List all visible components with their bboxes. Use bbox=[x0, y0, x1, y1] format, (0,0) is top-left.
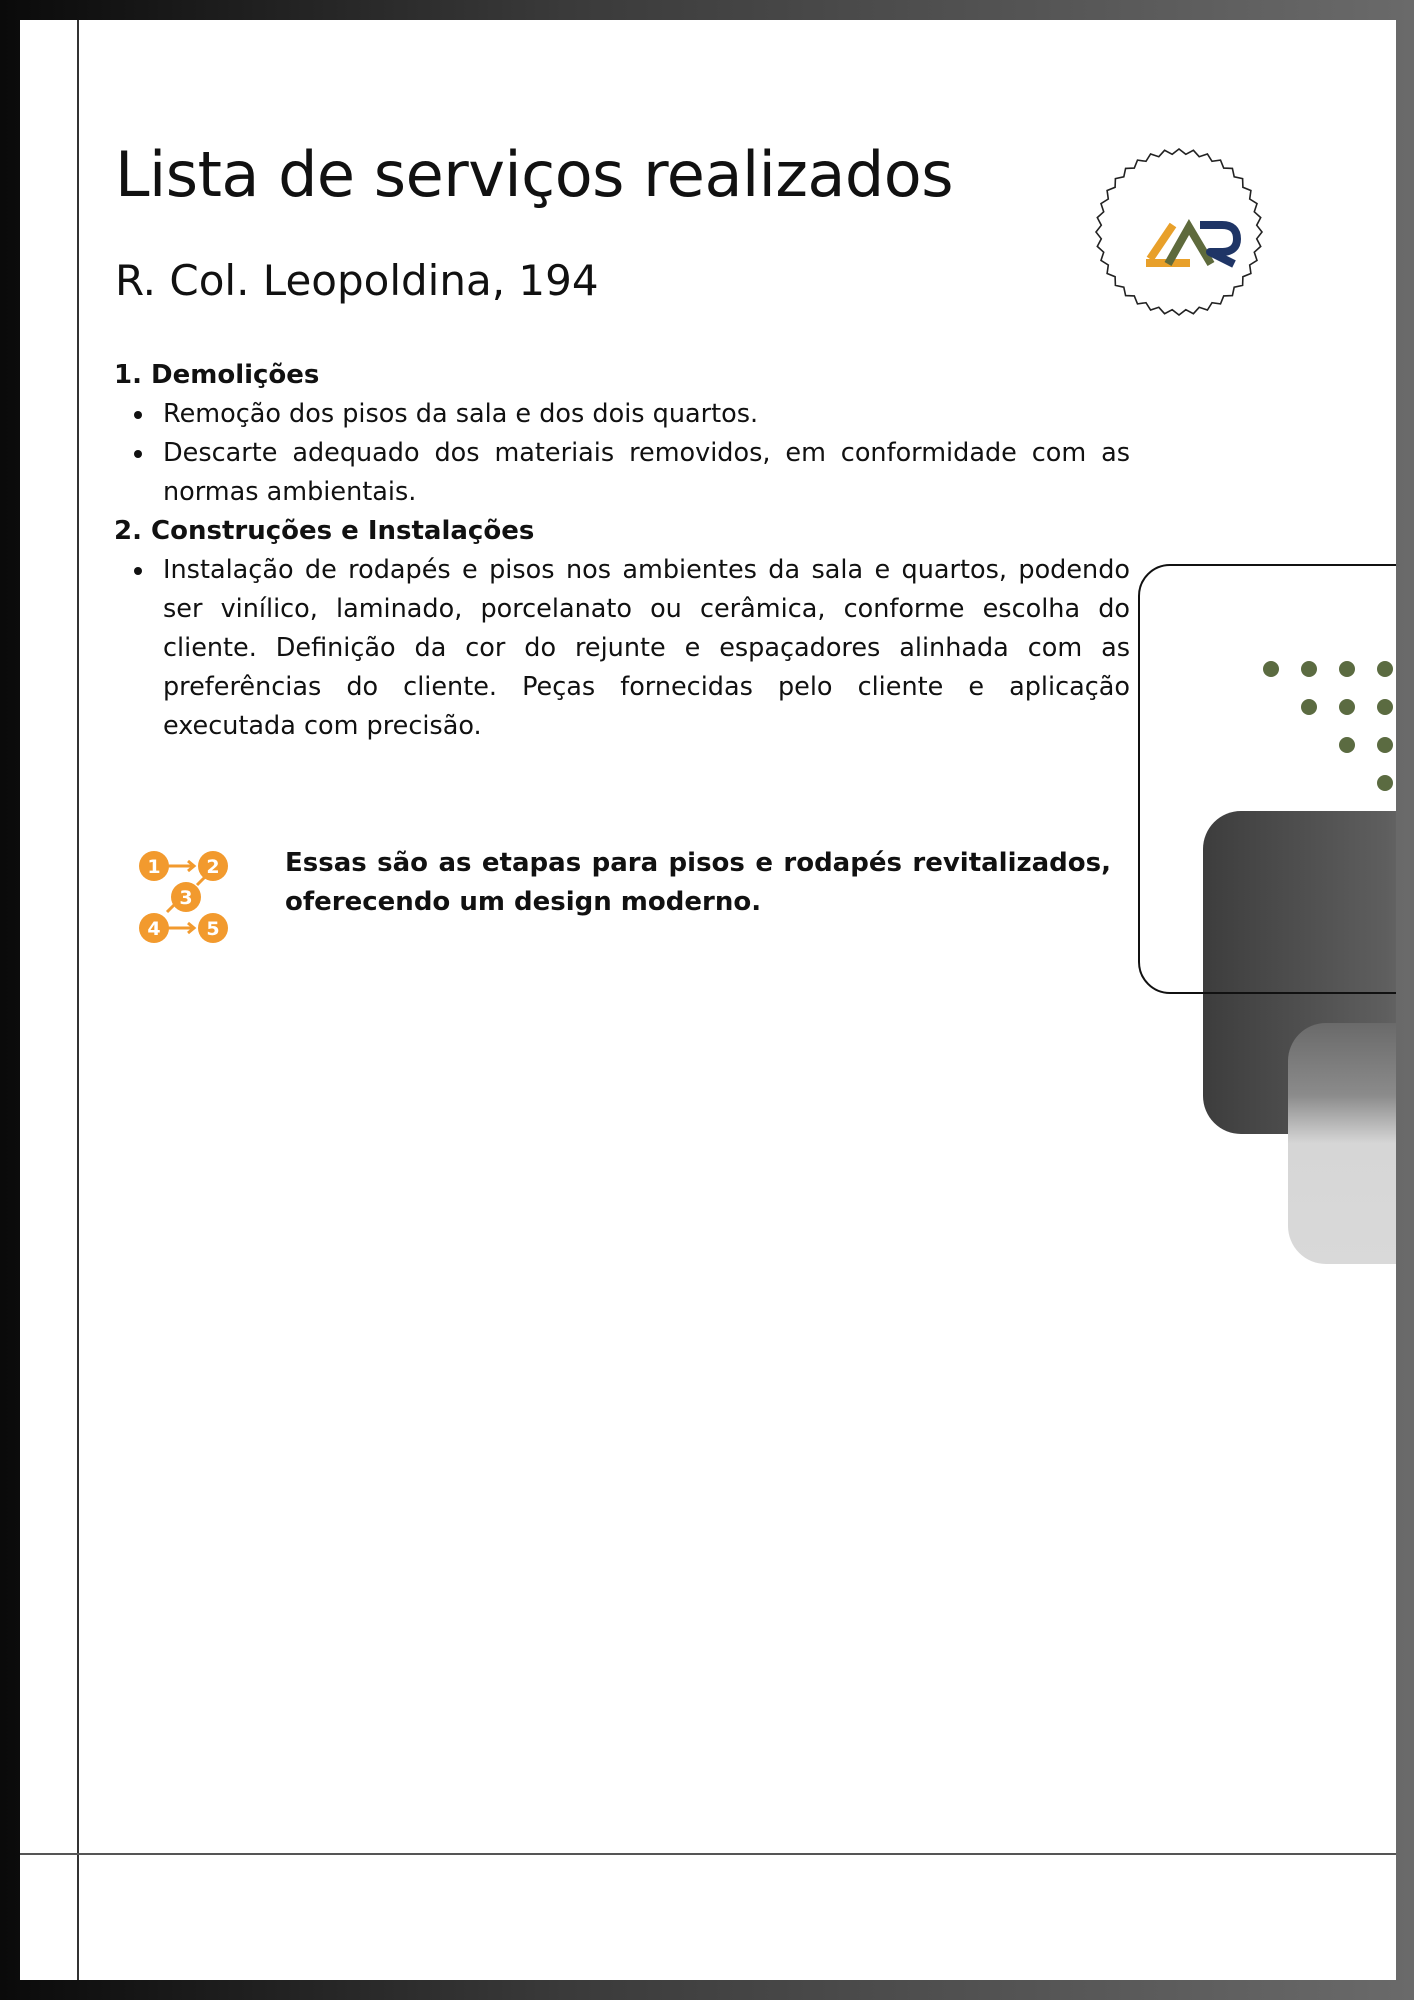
decorative-light-panel bbox=[1288, 1023, 1396, 1264]
decorative-dot bbox=[1377, 775, 1393, 791]
decorative-dot bbox=[1339, 737, 1355, 753]
step-number: 2 bbox=[206, 856, 220, 878]
decorative-dot bbox=[1339, 661, 1355, 677]
section-heading: 2. Construções e Instalações bbox=[114, 516, 535, 546]
list-item: Instalação de rodapés e pisos nos ambientes da sala e quartos, podendo ser vinílico, laminado, porcelanato ou cerâmica, conforme escolha do cliente. Definição da cor do rejunte e espaçadores alinhada com as preferências do cliente. Peças fornecidas pelo cliente e aplicação executada com precisão. bbox=[163, 551, 1130, 746]
address-subtitle: R. Col. Leopoldina, 194 bbox=[115, 256, 599, 305]
steps-flow-icon bbox=[137, 837, 247, 947]
margin-vertical-rule bbox=[77, 20, 79, 1980]
decorative-dot bbox=[1301, 699, 1317, 715]
list-item: Descarte adequado dos materiais removidos, em conformidade com as normas ambientais. bbox=[163, 434, 1130, 512]
decorative-dot bbox=[1377, 737, 1393, 753]
decorative-dot bbox=[1301, 661, 1317, 677]
step-number: 3 bbox=[179, 887, 193, 909]
step-number: 5 bbox=[206, 918, 220, 940]
section-items bbox=[114, 395, 1130, 512]
section-demolicoes bbox=[114, 356, 1130, 512]
callout-text: Essas são as etapas para pisos e rodapés revitalizados, oferecendo um design moderno. bbox=[285, 848, 1111, 917]
services-list bbox=[114, 356, 1130, 746]
section-items bbox=[114, 551, 1130, 746]
section-construcoes-instalacoes bbox=[114, 512, 1130, 746]
list-item: Remoção dos pisos da sala e dos dois quartos. bbox=[163, 395, 1130, 434]
section-heading: 1. Demolições bbox=[114, 360, 320, 390]
decorative-dot bbox=[1339, 699, 1355, 715]
footer-horizontal-rule bbox=[20, 1853, 1396, 1855]
step-number: 4 bbox=[147, 918, 161, 940]
page-title: Lista de serviços realizados bbox=[115, 138, 954, 211]
decorative-dots bbox=[1220, 640, 1396, 800]
decorative-dot bbox=[1263, 661, 1279, 677]
decorative-dot bbox=[1377, 699, 1393, 715]
lar-logo-icon bbox=[1094, 147, 1264, 317]
step-number: 1 bbox=[147, 856, 161, 878]
document-page bbox=[20, 20, 1396, 1980]
decorative-dot bbox=[1377, 661, 1393, 677]
